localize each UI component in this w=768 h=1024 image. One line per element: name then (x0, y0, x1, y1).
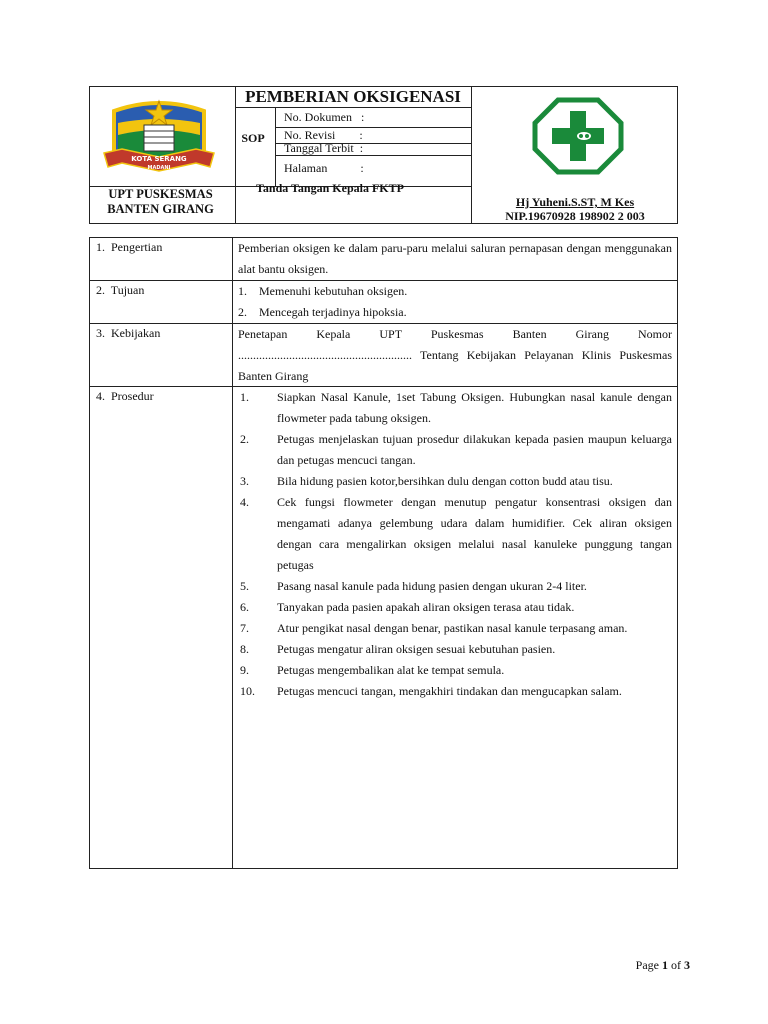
city-logo-icon (100, 95, 218, 181)
head-signature-block (471, 195, 679, 223)
unit-name-line1: UPT PUSKESMAS (108, 187, 213, 201)
list-item: 6. Tanyakan pada pasien apakah aliran oksigen terasa atau tidak. (240, 600, 575, 614)
list-item: 2. Mencegah terjadinya hipoksia. (238, 305, 407, 319)
list-item: 2. Petugas menjelaskan tujuan prosedur dilakukan kepada pasien maupun keluarga dan petugas mencuci tangan. (240, 432, 672, 467)
field-no-dokumen: No. Dokumen : (284, 110, 365, 124)
list-item: 8. Petugas mengatur aliran oksigen sesuai kebutuhan pasien. (240, 642, 556, 656)
unit-name (90, 187, 231, 217)
puskesmas-logo-icon (532, 97, 624, 175)
list-item-text: Cek fungsi flowmeter dengan menutup pengatur konsentrasi oksigen dan mengamati adanya gelembung udara dalam humidifier. Cek aliran oksigen dengan cara mengalirkan oksigen melalui nasal kanuleke punggung tangan petugas (277, 495, 672, 572)
of-word: of (671, 958, 681, 972)
list-item-text: Tanyakan pada pasien apakah aliran oksigen terasa atau tidak. (277, 600, 575, 614)
content-table (89, 237, 678, 869)
signature-label: Tanda Tangan Kepala FKTP (256, 181, 404, 195)
list-item: 5. Pasang nasal kanule pada hidung pasien dengan ukuran 2-4 liter. (240, 579, 587, 593)
sop-label: SOP (241, 131, 265, 145)
list-item: 4. Cek fungsi flowmeter dengan menutup pengatur konsentrasi oksigen dan mengamati adanya gelembung udara dalam humidifier. Cek aliran oksigen dengan cara mengalirkan oksigen melalui nasal kanuleke punggung tangan petugas (240, 495, 672, 572)
list-item: 1. Memenuhi kebutuhan oksigen. (238, 284, 408, 298)
section-text-pengertian: Pemberian oksigen ke dalam paru-paru melalui saluran pernapasan dengan menggunakan alat bantu oksigen. (238, 241, 672, 276)
section-text-kebijakan: Penetapan Kepala UPT Puskesmas Banten Girang Nomor .......................................................... Tentang Kebijakan Pelayanan Klinis Puskesmas Banten Girang (238, 327, 672, 383)
head-name: Hj Yuheni.S.ST, M Kes (515, 195, 635, 209)
page-total: 3 (684, 958, 690, 972)
logo-text: KOTA SERANG (131, 155, 187, 163)
list-item: 10. Petugas mencuci tangan, mengakhiri tindakan dan mengucapkan salam. (240, 684, 622, 698)
unit-name-line2: BANTEN GIRANG (107, 202, 214, 216)
field-no-revisi: No. Revisi : (284, 128, 363, 142)
header-table (89, 86, 678, 224)
list-item-text: Atur pengikat nasal dengan benar, pastikan nasal kanule terpasang aman. (277, 621, 628, 635)
section-list-prosedur (240, 387, 672, 702)
list-item-text: Memenuhi kebutuhan oksigen. (259, 284, 408, 298)
list-item-text: Petugas mencuci tangan, mengakhiri tindakan dan mengucapkan salam. (277, 684, 622, 698)
section-label-kebijakan: 3. Kebijakan (96, 326, 161, 340)
head-nip: NIP.19670928 198902 2 003 (505, 209, 645, 223)
logo-subtext: MADANI (147, 165, 171, 171)
list-item-text: Siapkan Nasal Kanule, 1set Tabung Oksigen. Hubungkan nasal kanule dengan flowmeter pada tabung oksigen. (277, 390, 672, 425)
list-item: 1. Siapkan Nasal Kanule, 1set Tabung Oksigen. Hubungkan nasal kanule dengan flowmeter pada tabung oksigen. (240, 390, 672, 425)
document-title: PEMBERIAN OKSIGENASI (245, 87, 461, 106)
list-item-text: Bila hidung pasien kotor,bersihkan dulu dengan cotton budd atau tisu. (277, 474, 613, 488)
list-item-text: Petugas mengembalikan alat ke tempat semula. (277, 663, 505, 677)
field-halaman: Halaman : (284, 161, 364, 175)
list-item-text: Pasang nasal kanule pada hidung pasien dengan ukuran 2-4 liter. (277, 579, 587, 593)
list-item: 3. Bila hidung pasien kotor,bersihkan dulu dengan cotton budd atau tisu. (240, 474, 613, 488)
list-item: 9. Petugas mengembalikan alat ke tempat semula. (240, 663, 505, 677)
section-label-tujuan: 2. Tujuan (96, 283, 145, 297)
list-item-text: Petugas menjelaskan tujuan prosedur dilakukan kepada pasien maupun keluarga dan petugas mencuci tangan. (277, 432, 672, 467)
page-number: 1 (662, 958, 668, 972)
section-list-tujuan (238, 281, 672, 323)
page-word: Page (635, 958, 659, 972)
section-label-prosedur: 4. Prosedur (96, 389, 154, 403)
list-item: 7. Atur pengikat nasal dengan benar, pastikan nasal kanule terpasang aman. (240, 621, 628, 635)
list-item-text: Petugas mengatur aliran oksigen sesuai kebutuhan pasien. (277, 642, 556, 656)
list-item-text: Mencegah terjadinya hipoksia. (259, 305, 407, 319)
field-tanggal-terbit: Tanggal Terbit : (284, 141, 364, 155)
page-footer (600, 958, 690, 973)
section-label-pengertian: 1. Pengertian (96, 240, 163, 254)
